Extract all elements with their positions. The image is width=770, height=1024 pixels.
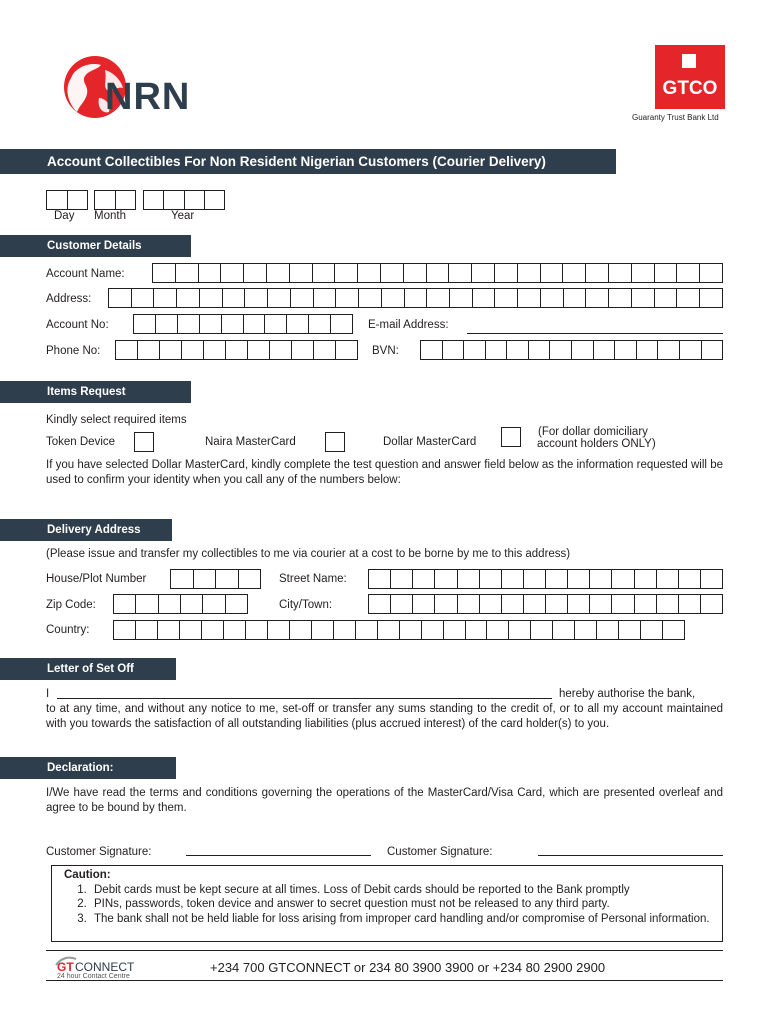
- set-off-heading: Letter of Set Off: [0, 658, 176, 680]
- house-number-label: House/Plot Number: [46, 573, 147, 585]
- set-off-i: I: [46, 688, 50, 700]
- gtco-logo-text: GTCO: [662, 78, 718, 99]
- gtconnect-logo: [47, 956, 157, 980]
- address-label: Address:: [46, 293, 92, 305]
- gtconnect-gt: GT: [57, 960, 74, 974]
- phone-boxes[interactable]: [115, 340, 358, 360]
- email-field[interactable]: [467, 333, 723, 334]
- naira-mastercard-checkbox[interactable]: [325, 432, 345, 452]
- dollar-mastercard-label: Dollar MasterCard: [383, 436, 477, 448]
- address-boxes[interactable]: [108, 288, 723, 308]
- day-boxes[interactable]: [46, 190, 88, 210]
- dollar-note-line1: (For dollar domiciliary: [538, 426, 648, 438]
- account-name-boxes[interactable]: [152, 263, 723, 283]
- gtconnect-rest: CONNECT: [75, 960, 135, 974]
- signature-field-1[interactable]: [186, 855, 371, 856]
- street-name-boxes[interactable]: [368, 569, 723, 589]
- caution-item: 1. Debit cards must be kept secure at all times. Loss of Debit cards should be reported to the Bank promptly: [90, 883, 722, 898]
- account-no-boxes[interactable]: [133, 314, 353, 334]
- customer-details-heading: Customer Details: [0, 235, 191, 257]
- signature-field-2[interactable]: [538, 855, 723, 856]
- caution-box: [51, 865, 723, 942]
- country-boxes[interactable]: [113, 620, 685, 640]
- delivery-intro: (Please issue and transfer my collectibles to me via courier at a cost to be borne by me to this address): [46, 548, 571, 560]
- dollar-note-line2: account holders ONLY): [537, 438, 656, 450]
- month-label: Month: [94, 210, 126, 222]
- items-intro: Kindly select required items: [46, 414, 187, 426]
- year-label: Year: [171, 210, 195, 222]
- street-name-label: Street Name:: [279, 573, 347, 585]
- dollar-mastercard-checkbox[interactable]: [501, 427, 521, 447]
- account-no-label: Account No:: [46, 319, 109, 331]
- zip-code-label: Zip Code:: [46, 599, 96, 611]
- naira-mastercard-label: Naira MasterCard: [205, 436, 296, 448]
- caution-list: [64, 883, 722, 927]
- year-boxes[interactable]: [143, 190, 225, 210]
- declaration-text: I/We have read the terms and conditions governing the operations of the MasterCard/Visa Card, which are presented overleaf and agree to be bound by them.: [46, 787, 723, 814]
- phone-label: Phone No:: [46, 345, 101, 357]
- nrn-logo: [55, 52, 205, 122]
- token-device-label: Token Device: [46, 436, 116, 448]
- nrn-logo-text: NRN: [105, 76, 191, 118]
- month-boxes[interactable]: [94, 190, 136, 210]
- bvn-boxes[interactable]: [420, 340, 723, 360]
- page-title: Account Collectibles For Non Resident Nigerian Customers (Courier Delivery): [0, 149, 616, 174]
- gtconnect-sub: 24 hour Contact Centre: [57, 973, 130, 980]
- email-label: E-mail Address:: [368, 319, 449, 331]
- signature-label-2: Customer Signature:: [387, 846, 493, 858]
- set-off-name-field[interactable]: [57, 698, 552, 699]
- delivery-address-heading: Delivery Address: [0, 519, 172, 541]
- city-label: City/Town:: [279, 599, 333, 611]
- country-label: Country:: [46, 624, 90, 636]
- caution-item: 3. The bank shall not be held liable for loss arising from improper card handling and/or compromise of Personal information.: [90, 912, 722, 927]
- caution-title: Caution:: [64, 869, 111, 881]
- bvn-label: BVN:: [372, 345, 399, 357]
- footer-divider-bottom: [46, 980, 723, 981]
- city-boxes[interactable]: [368, 594, 723, 614]
- token-device-checkbox[interactable]: [134, 432, 154, 452]
- house-number-boxes[interactable]: [170, 569, 261, 589]
- footer-divider-top: [46, 950, 723, 951]
- set-off-authorise: hereby authorise the bank,: [559, 688, 696, 700]
- contact-phone-numbers: +234 700 GTCONNECT or 234 80 3900 3900 or +234 80 2900 2900: [210, 960, 606, 975]
- dollar-note-paragraph: If you have selected Dollar MasterCard, kindly complete the test question and answer field below as the information requested will be used to confirm your identity when you call any of the numbers below:: [46, 459, 723, 486]
- zip-code-boxes[interactable]: [113, 594, 248, 614]
- items-request-heading: Items Request: [0, 381, 191, 403]
- signature-label-1: Customer Signature:: [46, 846, 152, 858]
- logo-square-icon: [682, 54, 696, 68]
- caution-item: 2. PINs, passwords, token device and answer to secret question must not be released to any third party.: [90, 897, 722, 912]
- gtco-subtitle: Guaranty Trust Bank Ltd: [632, 113, 719, 122]
- declaration-heading: Declaration:: [0, 757, 176, 779]
- day-label: Day: [54, 210, 75, 222]
- set-off-text: to at any time, and without any notice to me, set-off or transfer any sums standing to the credit of, or to all my account maintained with you towards the satisfaction of all outstanding liabilities (plus accrued interest) of the card holder(s) to you.: [46, 703, 723, 730]
- account-name-label: Account Name:: [46, 268, 125, 280]
- gtco-logo: [655, 45, 725, 109]
